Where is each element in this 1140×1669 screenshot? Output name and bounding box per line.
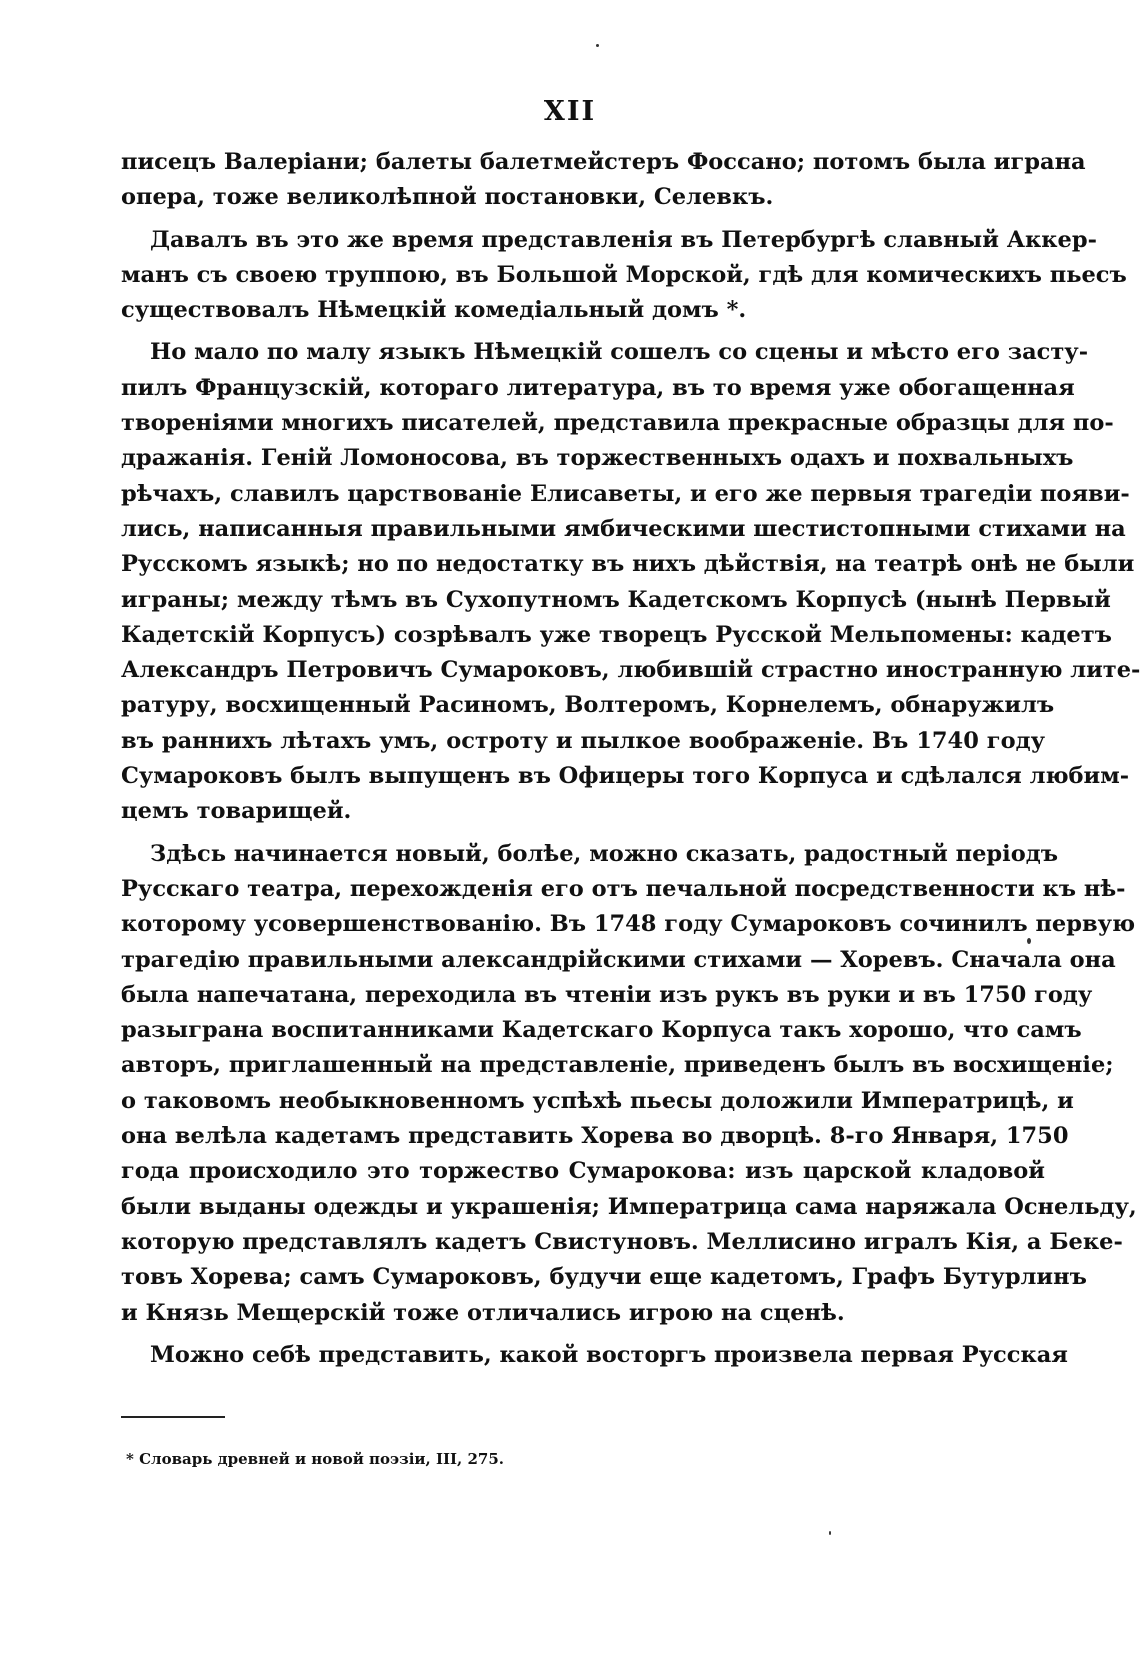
text-line: о таковомъ необыкновенномъ успѣхѣ пьесы доложили Императрицѣ, и bbox=[121, 1087, 1074, 1114]
paragraph-2 bbox=[121, 223, 1127, 329]
text-line: дражанія. Геній Ломоносова, въ торжественныхъ одахъ и похвальныхъ bbox=[121, 445, 1074, 472]
text-line: были выданы одежды и украшенія; Императрица сама наряжала Оснельду, bbox=[121, 1193, 1137, 1220]
text-line: пилъ Французскій, котораго литература, въ то время уже обогащенная bbox=[121, 374, 1075, 401]
paragraph-3 bbox=[121, 335, 1140, 829]
footnote: * Словарь древней и новой поэзіи, III, 275. bbox=[126, 1450, 505, 1468]
text-line: цемъ товарищей. bbox=[121, 798, 352, 825]
print-speck bbox=[1027, 938, 1031, 944]
text-line: и Князь Мещерскій тоже отличались игрою на сценѣ. bbox=[121, 1299, 845, 1326]
text-line: разыграна воспитанниками Кадетскаго Корпуса такъ хорошо, что самъ bbox=[121, 1017, 1082, 1044]
paragraph-4 bbox=[121, 837, 1137, 1331]
print-speck bbox=[829, 1531, 831, 1535]
text-line: она велѣла кадетамъ представить Хорева во дворцѣ. 8-го Января, 1750 bbox=[121, 1123, 1069, 1150]
text-line: Здѣсь начинается новый, болѣе, можно сказать, радостный періодъ bbox=[150, 840, 1058, 867]
text-line: Давалъ въ это же время представленія въ Петербургѣ славный Аккер- bbox=[150, 226, 1097, 253]
text-line: трагедію правильными александрійскими стихами — Хоревъ. Сначала она bbox=[121, 946, 1116, 973]
text-line: опера, тоже великолѣпной постановки, Селевкъ. bbox=[121, 184, 774, 211]
text-line: манъ съ своею труппою, въ Большой Морской, гдѣ для комическихъ пьесъ bbox=[121, 261, 1127, 288]
text-line: рѣчахъ, славилъ царствованіе Елисаветы, и его же первыя трагедіи появи- bbox=[121, 480, 1130, 507]
text-line: Сумароковъ былъ выпущенъ въ Офицеры того Корпуса и сдѣлался любим- bbox=[121, 763, 1130, 790]
text-line: товъ Хорева; самъ Сумароковъ, будучи еще кадетомъ, Графъ Бутурлинъ bbox=[121, 1264, 1087, 1291]
text-line: существовалъ Нѣмецкій комедіальный домъ *. bbox=[121, 297, 747, 324]
text-line: твореніями многихъ писателей, представила прекрасные образцы для по- bbox=[121, 410, 1114, 437]
text-line: Русскаго театра, перехожденія его отъ печальной посредственности къ нѣ- bbox=[121, 875, 1126, 902]
text-line: была напечатана, переходила въ чтеніи изъ рукъ въ руки и въ 1750 году bbox=[121, 981, 1093, 1008]
text-line: писецъ Валеріани; балеты балетмейстеръ Фоссано; потомъ была играна bbox=[121, 149, 1086, 175]
text-line: Можно себѣ представить, какой восторгъ произвела первая Русская bbox=[150, 1341, 1068, 1368]
text-line: авторъ, приглашенный на представленіе, приведенъ былъ въ восхищеніе; bbox=[121, 1052, 1114, 1079]
paragraph-5 bbox=[121, 1338, 1068, 1373]
paragraph-1 bbox=[121, 145, 1086, 216]
text-line: лись, написанныя правильными ямбическими шестистопными стихами на bbox=[121, 515, 1126, 542]
footnote-rule bbox=[121, 1416, 225, 1418]
text-line: Александръ Петровичъ Сумароковъ, любившій страстно иностранную лите- bbox=[121, 657, 1140, 684]
page-number: XII bbox=[543, 96, 597, 127]
text-line: Но мало по малу языкъ Нѣмецкій сошелъ со сцены и мѣсто его засту- bbox=[150, 339, 1089, 366]
text-line: въ раннихъ лѣтахъ умъ, остроту и пылкое воображеніе. Въ 1740 году bbox=[121, 727, 1045, 754]
body-text bbox=[121, 145, 1140, 1380]
text-line: Русскомъ языкѣ; но по недостатку въ нихъ дѣйствія, на театрѣ онѣ не были bbox=[121, 551, 1135, 578]
text-line: которому усовершенствованію. Въ 1748 году Сумароковъ сочинилъ первую bbox=[121, 911, 1136, 938]
text-line: играны; между тѣмъ въ Сухопутномъ Кадетскомъ Корпусѣ (нынѣ Первый bbox=[121, 586, 1111, 613]
text-line: Кадетскій Корпусъ) созрѣвалъ уже творецъ Русской Мельпомены: кадетъ bbox=[121, 621, 1112, 648]
text-line: которую представлялъ кадетъ Свистуновъ. Меллисино игралъ Кія, а Беке- bbox=[121, 1228, 1123, 1255]
print-speck bbox=[596, 44, 599, 47]
text-line: года происходило это торжество Сумарокова: изъ царской кладовой bbox=[121, 1158, 1045, 1185]
text-line: ратуру, восхищенный Расиномъ, Волтеромъ, Корнелемъ, обнаружилъ bbox=[121, 692, 1055, 719]
